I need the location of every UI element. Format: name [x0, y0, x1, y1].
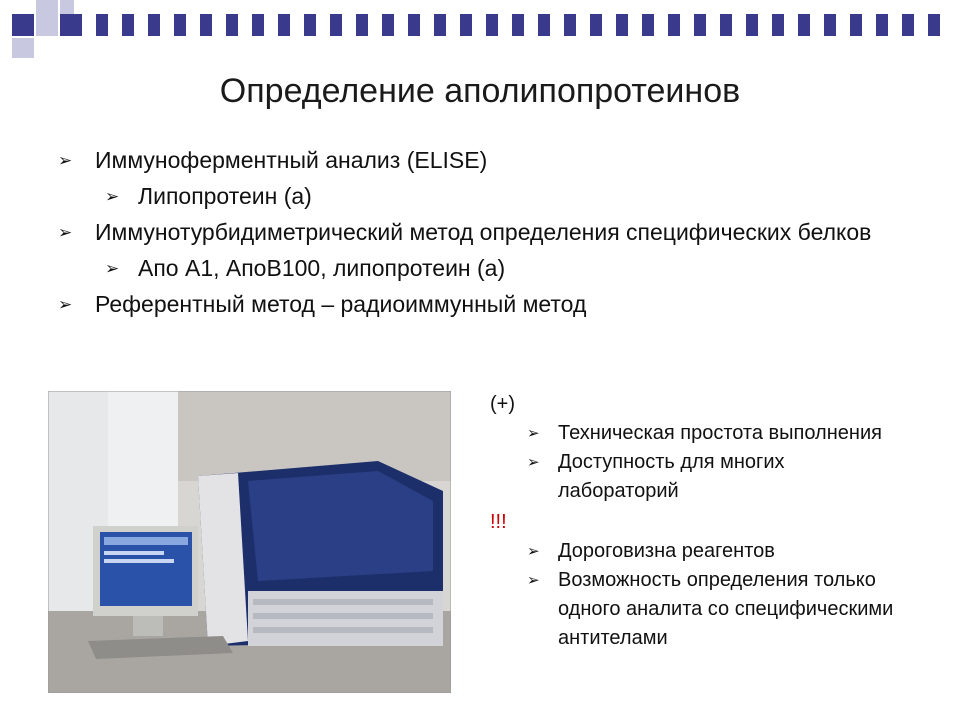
bullet-text: Референтный метод – радиоиммунный метод [95, 291, 587, 317]
cons-item-text: Возможность определения только одного аналита со специфическими антителами [558, 569, 894, 649]
cons-item [487, 537, 907, 566]
sub-bullet-item [58, 182, 918, 211]
bullet-item [58, 218, 918, 247]
arrowhead-bullet-icon: ➢ [58, 295, 73, 314]
analyzer-photo [48, 391, 451, 693]
pros-item [487, 448, 907, 506]
bullet-item [58, 290, 918, 319]
bullet-list [58, 146, 918, 319]
cons-header: !!! [490, 511, 507, 533]
cons-item-text: Дороговизна реагентов [558, 540, 775, 562]
hollow-arrowhead-bullet-icon: ➢ [105, 187, 120, 206]
arrowhead-bullet-icon: ➢ [58, 223, 73, 242]
slide-title: Определение аполипопротеинов [219, 72, 741, 110]
pros-item-text: Доступность для многих лабораторий [558, 451, 785, 502]
cons-item [487, 566, 907, 653]
decorative-squares [0, 0, 960, 60]
bullet-text: Иммунотурбидиметрический метод определения специфических белков [95, 219, 872, 245]
pros-header: (+) [490, 393, 515, 415]
pros-item-text: Техническая простота выполнения [558, 422, 882, 444]
pros-item [487, 419, 907, 448]
arrowhead-bullet-icon: ➢ [527, 454, 540, 471]
hollow-arrowhead-bullet-icon: ➢ [105, 259, 120, 278]
arrowhead-bullet-icon: ➢ [58, 151, 73, 170]
arrowhead-bullet-icon: ➢ [527, 425, 540, 442]
bullet-item [58, 146, 918, 175]
arrowhead-bullet-icon: ➢ [527, 572, 540, 589]
bullet-text: Липопротеин (а) [138, 183, 312, 209]
bullet-text: Иммуноферментный анализ (ELISE) [95, 147, 488, 173]
arrowhead-bullet-icon: ➢ [527, 543, 540, 560]
bullet-text: Апо А1, АпоВ100, липопротеин (а) [138, 255, 506, 281]
sub-bullet-item [58, 254, 918, 283]
pros-cons-panel [487, 390, 907, 653]
